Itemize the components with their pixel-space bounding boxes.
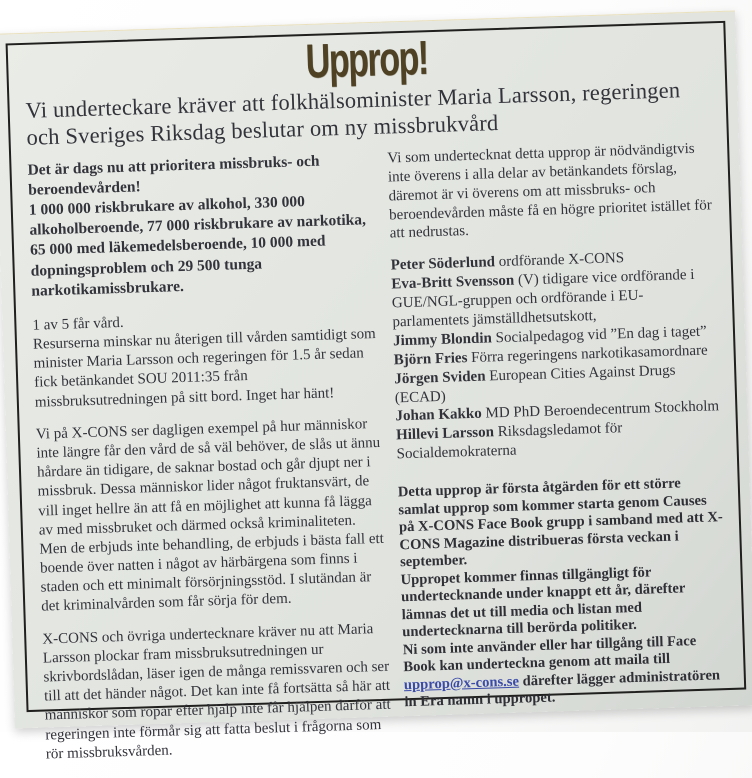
article-frame	[6, 21, 747, 763]
paragraph-closing	[398, 474, 729, 712]
signatory-row	[391, 265, 717, 332]
left-column	[27, 150, 394, 778]
paragraph-statistics: Det är dags nu att prioritera missbruks- och beroendevården! 1 000 000 riskbrukare av alkohol, 330 000 alkoholberoende, 77 000 riskbrukare av narkotika, 65 000 med läkemedelsberoende, 10 000 med dopningsproblem och 29 500 tunga narkotikamissbrukare.	[27, 152, 367, 300]
signatory-role: MD PhD Beroendecentrum Stockholm	[485, 398, 720, 423]
article-columns	[27, 139, 730, 777]
signatory-name: Eva-Britt Svensson	[391, 272, 515, 293]
paragraph-agreement: Vi som undertecknat detta upprop är nödvändigtvis inte överens i alla delar av betänkandets förslag, däremot är vi överens om att missbruks- och beroendevården måste få en högre prioritet istället för att nedrustas.	[387, 140, 713, 242]
email-link[interactable]: upprop@x-cons.se	[403, 673, 520, 693]
signatory-role: Förra regeringens narkotikasamordnare	[470, 342, 708, 366]
signatory-role: Socialpedagog vid ”En dag i taget”	[495, 323, 707, 347]
article-headline: Vi underteckare kräver att folkhälsominister Maria Larsson, regeringen och Sveriges Riksdag beslutar om ny missbrukvård	[25, 77, 681, 151]
signatory-role: ordförande X-CONS	[498, 250, 625, 271]
signatory-name: Johan Kakko	[395, 406, 483, 425]
signatory-name: Jimmy Blondin	[392, 330, 493, 350]
signatory-name: Björn Fries	[393, 349, 468, 369]
signatory-name: Jörgen Sviden	[394, 368, 486, 388]
right-column	[387, 139, 730, 766]
paragraph-demand: X-CONS och övriga undertecknare kräver nu att Maria Larsson plockar fram missbruksutredningen ur skrivbordslådan, läser igen de många remissvaren och ser till att det händer något. Det kan inte få fortsätta så här att människor som ropar efter hjälp inte får hjälpen därför att regeringen inte förmår sig att fatta beslut i frågorna som rör missbruksvården.	[42, 620, 391, 763]
paragraph-xcons-daily: Vi på X-CONS ser dagligen exempel på hur människor inte längre får den vård de så väl behöver, de slås ut ännu hårdare än tidigare, de saknar bostad och går djupt ner i missbruk. Dessa människor lider något fruktansvärt, de vill inget hellre än att få en möjlighet att kunna få lägga av med missbruket och därmed också kriminaliteten. Men de erbjuds inte behandling, de erbjuds i bästa fall ett boende över natten i något av härbärgena som finns i staden och ett minimalt försörjningsstöd. I slutändan är det kriminalvården som får sörja för dem.	[35, 416, 385, 616]
signatories-list	[390, 247, 720, 465]
paragraph-one-in-five: 1 av 5 får vård. Resurserna minskar nu återigen till vården samtidigt som minister Maria Larsson och regeringen för 1.5 år sedan fick betänkandet SOU 2011:35 från missbruksutredningen på sitt bord. Inget har hänt!	[32, 314, 376, 411]
signatory-role: European Cities Against Drugs (ECAD)	[394, 362, 676, 406]
signatory-name: Hillevi Larsson	[395, 424, 495, 444]
closing-text-after-link: därefter lägger administratören in Era namn i uppropet.	[404, 666, 721, 711]
newspaper-page	[0, 11, 752, 763]
signatory-name: Peter Söderlund	[390, 254, 496, 274]
signatory-role: Riksdagsledamot för Socialdemokraterna	[396, 420, 623, 463]
article-title-text: Upprop!	[304, 30, 429, 89]
closing-text-before-link: Detta upprop är första åtgärden för ett större samlat upprop som kommer starta genom Causes på X-CONS Face Book grupp i samband med att X-CONS Magazine distribueras första veckan i september. Uppropet kommer finnas tillgängligt för undertecknande under knappt ett år, därefter lämnas det ut till media och listan med undertecknarna till berörda politiker. Ni som inte använder eller har tillgång till Face Book kan underteckna genom att maila till	[397, 475, 724, 676]
signatory-role: (V) tidigare vice ordförande i GUE/NGL-gruppen och ordförande i EU-parlamentets jämställdhetsutskott,	[391, 267, 695, 331]
